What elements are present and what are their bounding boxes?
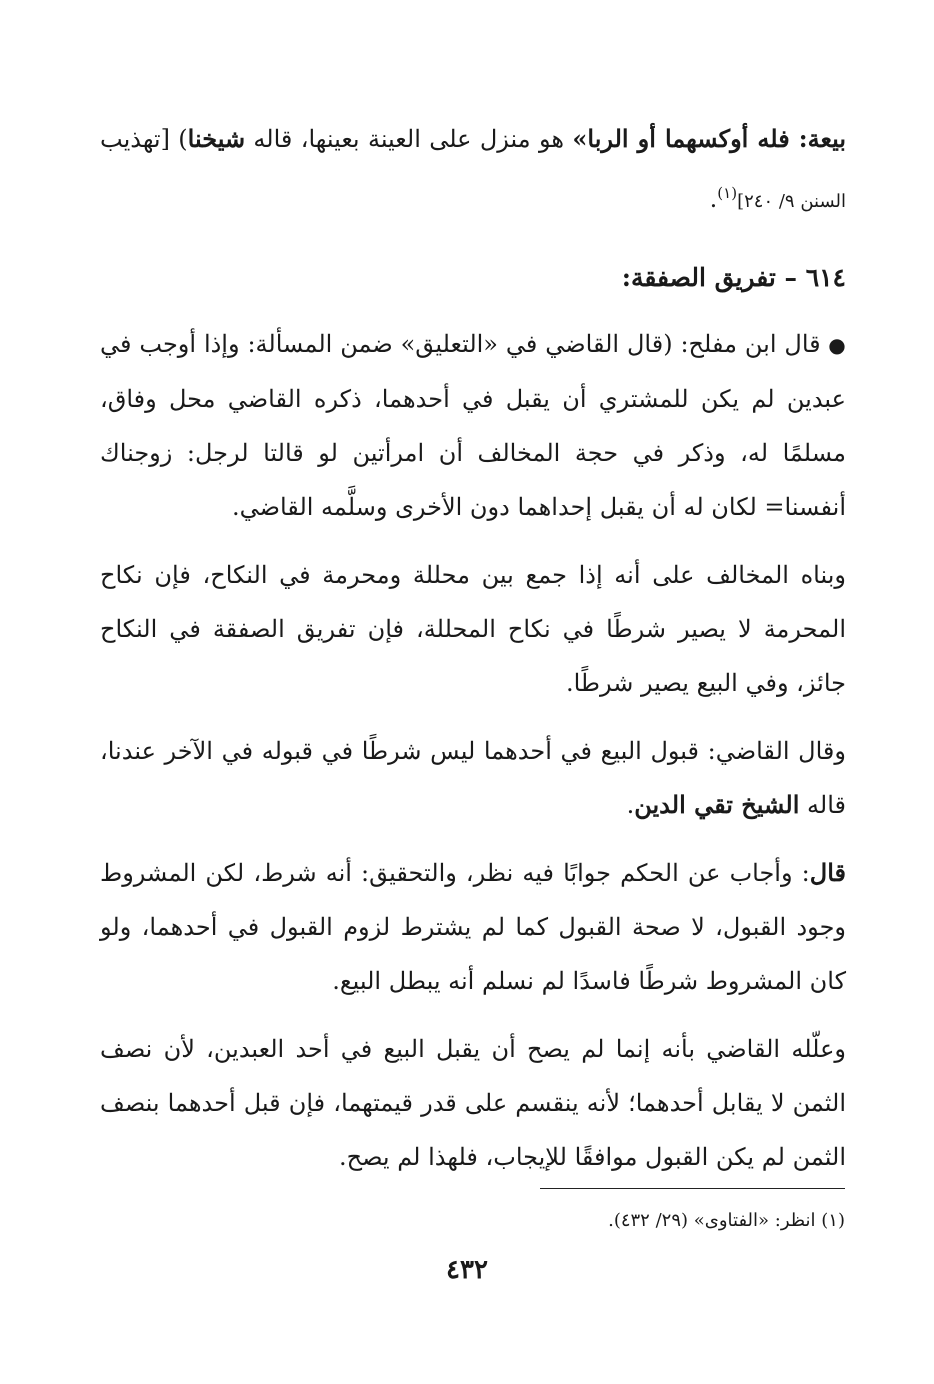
- text-run: : وأجاب عن الحكم جوابًا فيه نظر، والتحقيق: أنه شرط، لكن المشروط وجود القبول، لا صحة القبول كما لم يشترط لزوم القبول في أحدهما، ولو كان المشروط شرطًا فاسدًا لم نسلم أنه يبطل البيع.: [100, 859, 846, 995]
- page-body: [100, 112, 846, 1198]
- text-run: .: [626, 791, 635, 819]
- paragraph: وعلّله القاضي بأنه إنما لم يصح أن يقبل البيع في أحد العبدين، لأن نصف الثمن لا يقابل أحدهما؛ لأنه ينقسم على قدر قيمتهما، فإن قبل أحدهما بنصف الثمن لم يكن القبول موافقًا للإيجاب، فلهذا لم يصح.: [100, 1035, 846, 1171]
- bold-phrase: الشيخ تقي الدين: [634, 790, 800, 819]
- text-run: .: [709, 185, 718, 213]
- paragraph: وبناه المخالف على أنه إذا جمع بين محللة ومحرمة في النكاح، فإن نكاح المحرمة لا يصير شرطًا في نكاح المحللة، فإن تفريق الصفقة في النكاح جائز، وفي البيع يصير شرطًا.: [100, 561, 847, 697]
- bold-phrase: قال: [809, 858, 846, 887]
- paragraph: [100, 724, 846, 832]
- page-number: ٤٣٢: [446, 1255, 488, 1285]
- paragraph-continuation: [100, 112, 846, 229]
- text-run: هو منزل على العينة بعينها، قاله: [245, 125, 573, 153]
- footnote-divider: [540, 1188, 845, 1189]
- text-run: ) [تهذيب: [100, 125, 188, 153]
- citation: السنن ٩/ ٢٤٠]: [737, 191, 846, 212]
- footnote-marker[interactable]: (١): [717, 184, 738, 202]
- paragraph: [100, 846, 846, 1008]
- text-run: وقال القاضي: قبول البيع في أحدهما ليس شرطًا في قبوله في الآخر عندنا، قاله: [100, 737, 846, 819]
- section-heading: ٦١٤ – تفريق الصفقة:: [621, 263, 846, 292]
- bullet-icon: ●: [828, 333, 847, 357]
- bold-phrase: بيعة: فله أوكسهما أو الربا»: [572, 124, 847, 153]
- text-run: قال ابن مفلح: (قال القاضي في «التعليق» ضمن المسألة: وإذا أوجب في عبدين لم يكن للمشتري أن يقبل في أحدهما، ذكره القاضي محل وفاق، مسلمًا له، وذكر في حجة المخالف أن امرأتين لو قالتا لرجل: زوجناك أنفسنا= لكان له أن يقبل إحداهما دون الأخرى وسلَّمه القاضي.: [100, 330, 846, 521]
- paragraph: [100, 317, 846, 534]
- bold-phrase: شيخنا: [187, 124, 246, 153]
- footnote: (١) انظر: «الفتاوى» (٢٩/ ٤٣٢).: [608, 1210, 845, 1231]
